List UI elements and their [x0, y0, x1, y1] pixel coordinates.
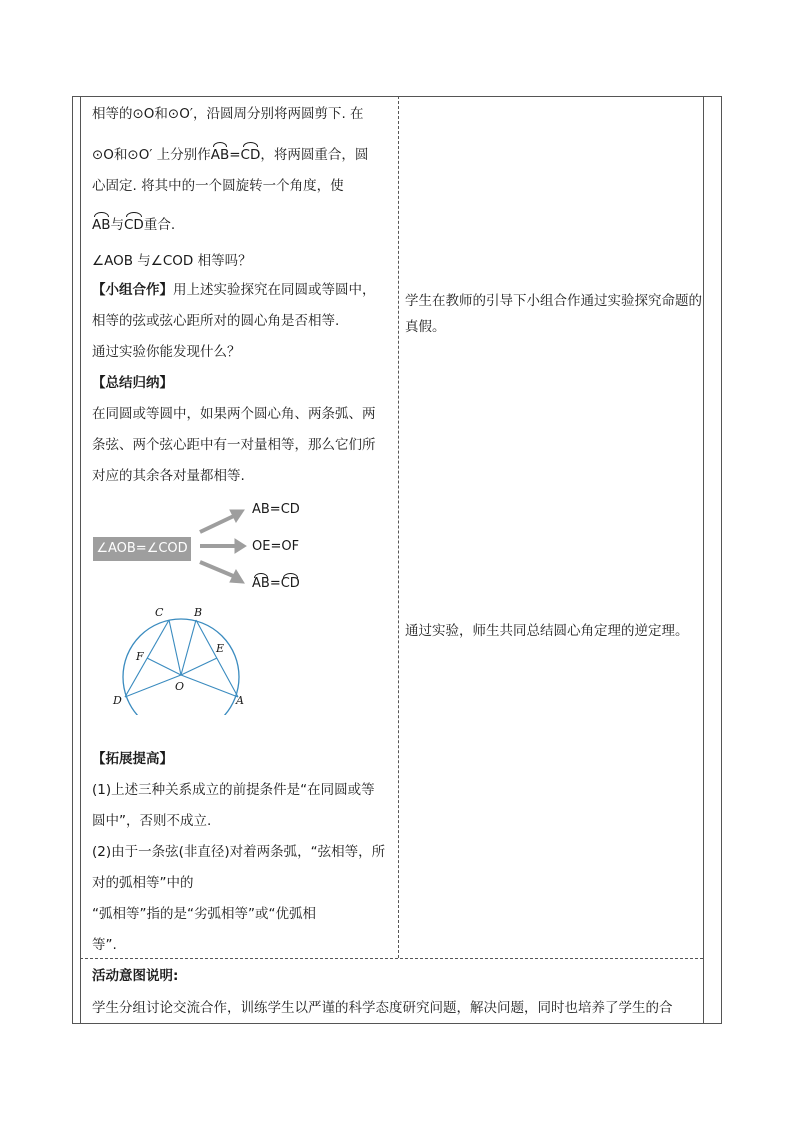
segment-oe: [181, 658, 217, 675]
summary-line-1: 在同圆或等圆中，如果两个圆心角、两条弧、两: [92, 406, 376, 422]
arrow-down-shaft: [200, 562, 238, 578]
arc-ab-2: AB: [92, 217, 111, 233]
relation-arc-equals: =: [269, 576, 281, 591]
arc-ab: AB: [210, 147, 230, 163]
radius-ob: [181, 620, 196, 675]
group-work-line: [92, 280, 376, 300]
table-left-inner-border: [80, 96, 81, 1024]
segment-of: [147, 658, 181, 675]
extend-line-4: 对的弧相等”中的: [92, 875, 194, 891]
text-line-2-start: ⊙O和⊙O′ 上分别作: [92, 147, 211, 163]
group-work-text-2: 相等的弦或弦心距所对的圆心角是否相等.: [92, 313, 340, 329]
activity-intent-title: 活动意图说明:: [92, 968, 179, 984]
arrow-middle-head: [235, 539, 246, 553]
discover-question: 通过实验你能发现什么？: [92, 344, 241, 360]
text-line-4: [92, 215, 175, 235]
extend-line-6: 等”.: [92, 937, 117, 953]
column-divider: [398, 96, 399, 958]
text-line-2-end: ，将两圆重合，圆: [260, 147, 369, 163]
extend-line-1: (1)上述三种关系成立的前提条件是“在同圆或等: [92, 782, 375, 798]
label-d: D: [113, 694, 122, 707]
label-f: F: [136, 650, 144, 663]
radius-oa: [181, 675, 238, 697]
angle-equality-box: ∠AOB=∠COD: [93, 537, 191, 561]
extend-line-2: 圆中”，否则不成立.: [92, 813, 212, 829]
circle-figure: [105, 600, 265, 715]
relation-arc-ab: AB: [252, 576, 270, 591]
arc-cd: CD: [240, 147, 261, 163]
radius-oc: [169, 620, 181, 675]
right-column-text-1: 学生在教师的引导下小组合作通过实验探究命题的真假。: [405, 293, 702, 335]
arc-cd-2: CD: [124, 217, 144, 233]
label-c: C: [155, 606, 164, 619]
text-line-1: 相等的⊙O和⊙O′，沿圆周分别将两圆剪下. 在: [92, 106, 364, 122]
table-right-inner-border: [703, 96, 704, 1024]
relation-arc: [252, 576, 300, 592]
group-work-text-1: 用上述实验探究在同圆或等圆中，: [173, 282, 376, 298]
label-e: E: [216, 642, 225, 655]
arrow-up-shaft: [200, 514, 238, 532]
relation-chord: AB=CD: [252, 502, 300, 517]
relation-distance: OE=OF: [252, 539, 300, 554]
relation-arrows: [190, 500, 260, 600]
summary-title: 【总结归纳】: [92, 375, 173, 391]
summary-line-2: 条弦、两个弦心距中有一对量相等，那么它们所: [92, 437, 376, 453]
text-line-3: 心固定. 将其中的一个圆旋转一个角度，使: [92, 178, 344, 194]
label-b: B: [194, 606, 203, 619]
row-divider: [80, 958, 703, 959]
extend-line-3: (2)由于一条弦(非直径)对着两条弧，“弦相等，所: [92, 844, 386, 860]
equals-sign: =: [229, 147, 241, 163]
relation-arc-cd: CD: [280, 576, 300, 591]
question-text: ∠AOB 与∠COD 相等吗？: [92, 253, 252, 269]
extend-line-5: “弧相等”指的是“劣弧相等”或“优弧相: [92, 906, 316, 922]
extend-title: 【拓展提高】: [92, 751, 173, 767]
radius-od: [125, 675, 181, 697]
text-with: 与: [110, 217, 124, 233]
text-line-2: [92, 145, 368, 165]
group-work-title: 【小组合作】: [92, 282, 173, 298]
text-line-4-end: 重合.: [143, 217, 176, 233]
activity-intent-text: 学生分组讨论交流合作，训练学生以严谨的科学态度研究问题，解决问题，同时也培养了学生的合: [92, 1000, 673, 1016]
label-a: A: [236, 694, 244, 707]
summary-line-3: 对应的其余各对量都相等.: [92, 468, 245, 484]
right-column-text-2: 通过实验，师生共同总结圆心角定理的逆定理。: [405, 623, 689, 639]
label-o: O: [175, 680, 185, 693]
